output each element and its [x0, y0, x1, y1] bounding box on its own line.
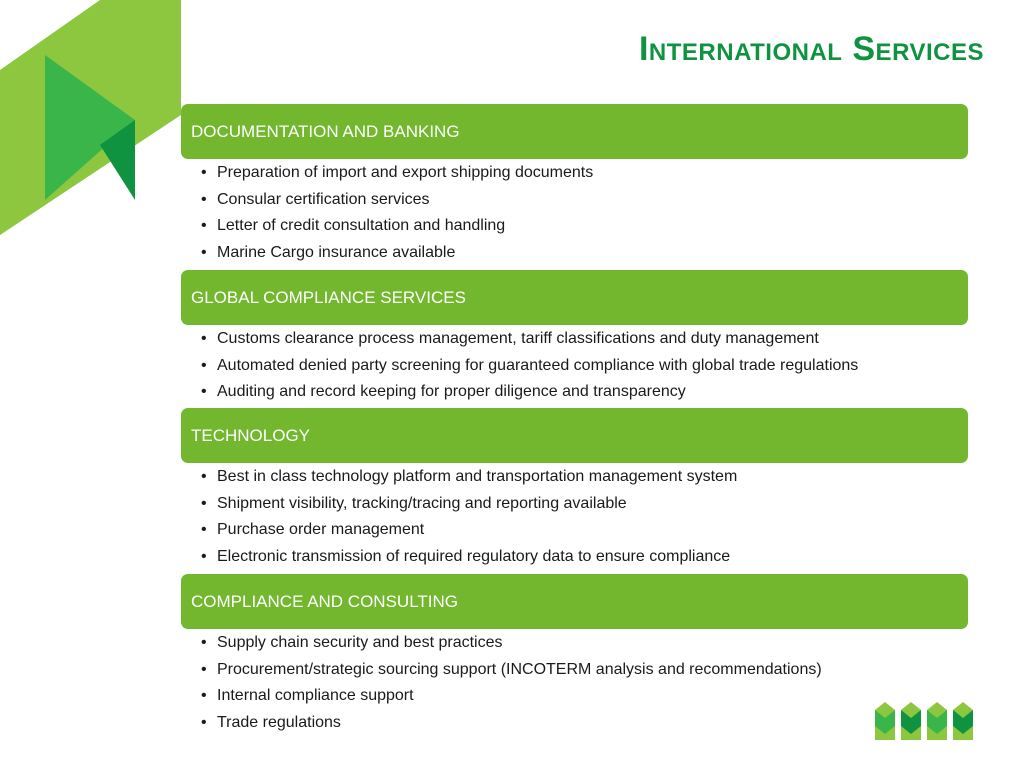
list-item: • Auditing and record keeping for proper diligence and transparency: [201, 383, 686, 401]
section-header-documentation-banking: DOCUMENTATION AND BANKING: [181, 104, 968, 159]
list-item: • Marine Cargo insurance available: [201, 243, 456, 261]
list-item: • Procurement/strategic sourcing support (INCOTERM analysis and recommendations): [201, 660, 822, 678]
list-item: • Customs clearance process management, tariff classifications and duty management: [201, 330, 819, 347]
section-list-technology: [201, 464, 737, 570]
list-item: • Purchase order management: [201, 521, 425, 539]
section-header-compliance-consulting: COMPLIANCE AND CONSULTING: [181, 574, 968, 629]
list-item: • Shipment visibility, tracking/tracing and reporting available: [201, 494, 627, 512]
section-list-compliance-consulting: [201, 630, 822, 736]
list-item: • Supply chain security and best practices: [201, 634, 503, 651]
list-item: • Internal compliance support: [201, 687, 414, 705]
list-item: • Consular certification services: [201, 190, 430, 208]
list-item: • Trade regulations: [201, 713, 341, 731]
section-list-global-compliance: [201, 326, 858, 406]
section-header-global-compliance: GLOBAL COMPLIANCE SERVICES: [181, 270, 968, 325]
section-header-technology: TECHNOLOGY: [181, 408, 968, 463]
company-logo: [875, 702, 973, 740]
list-item: • Best in class technology platform and transportation management system: [201, 468, 738, 485]
section-list-documentation-banking: [201, 160, 593, 266]
corner-decoration: [0, 0, 185, 240]
list-item: • Preparation of import and export shipping documents: [201, 164, 594, 181]
page-title: International Services: [638, 30, 984, 68]
list-item: • Letter of credit consultation and handling: [201, 217, 506, 235]
list-item: • Electronic transmission of required regulatory data to ensure compliance: [201, 547, 731, 565]
list-item: • Automated denied party screening for guaranteed compliance with global trade regulations: [201, 356, 859, 374]
